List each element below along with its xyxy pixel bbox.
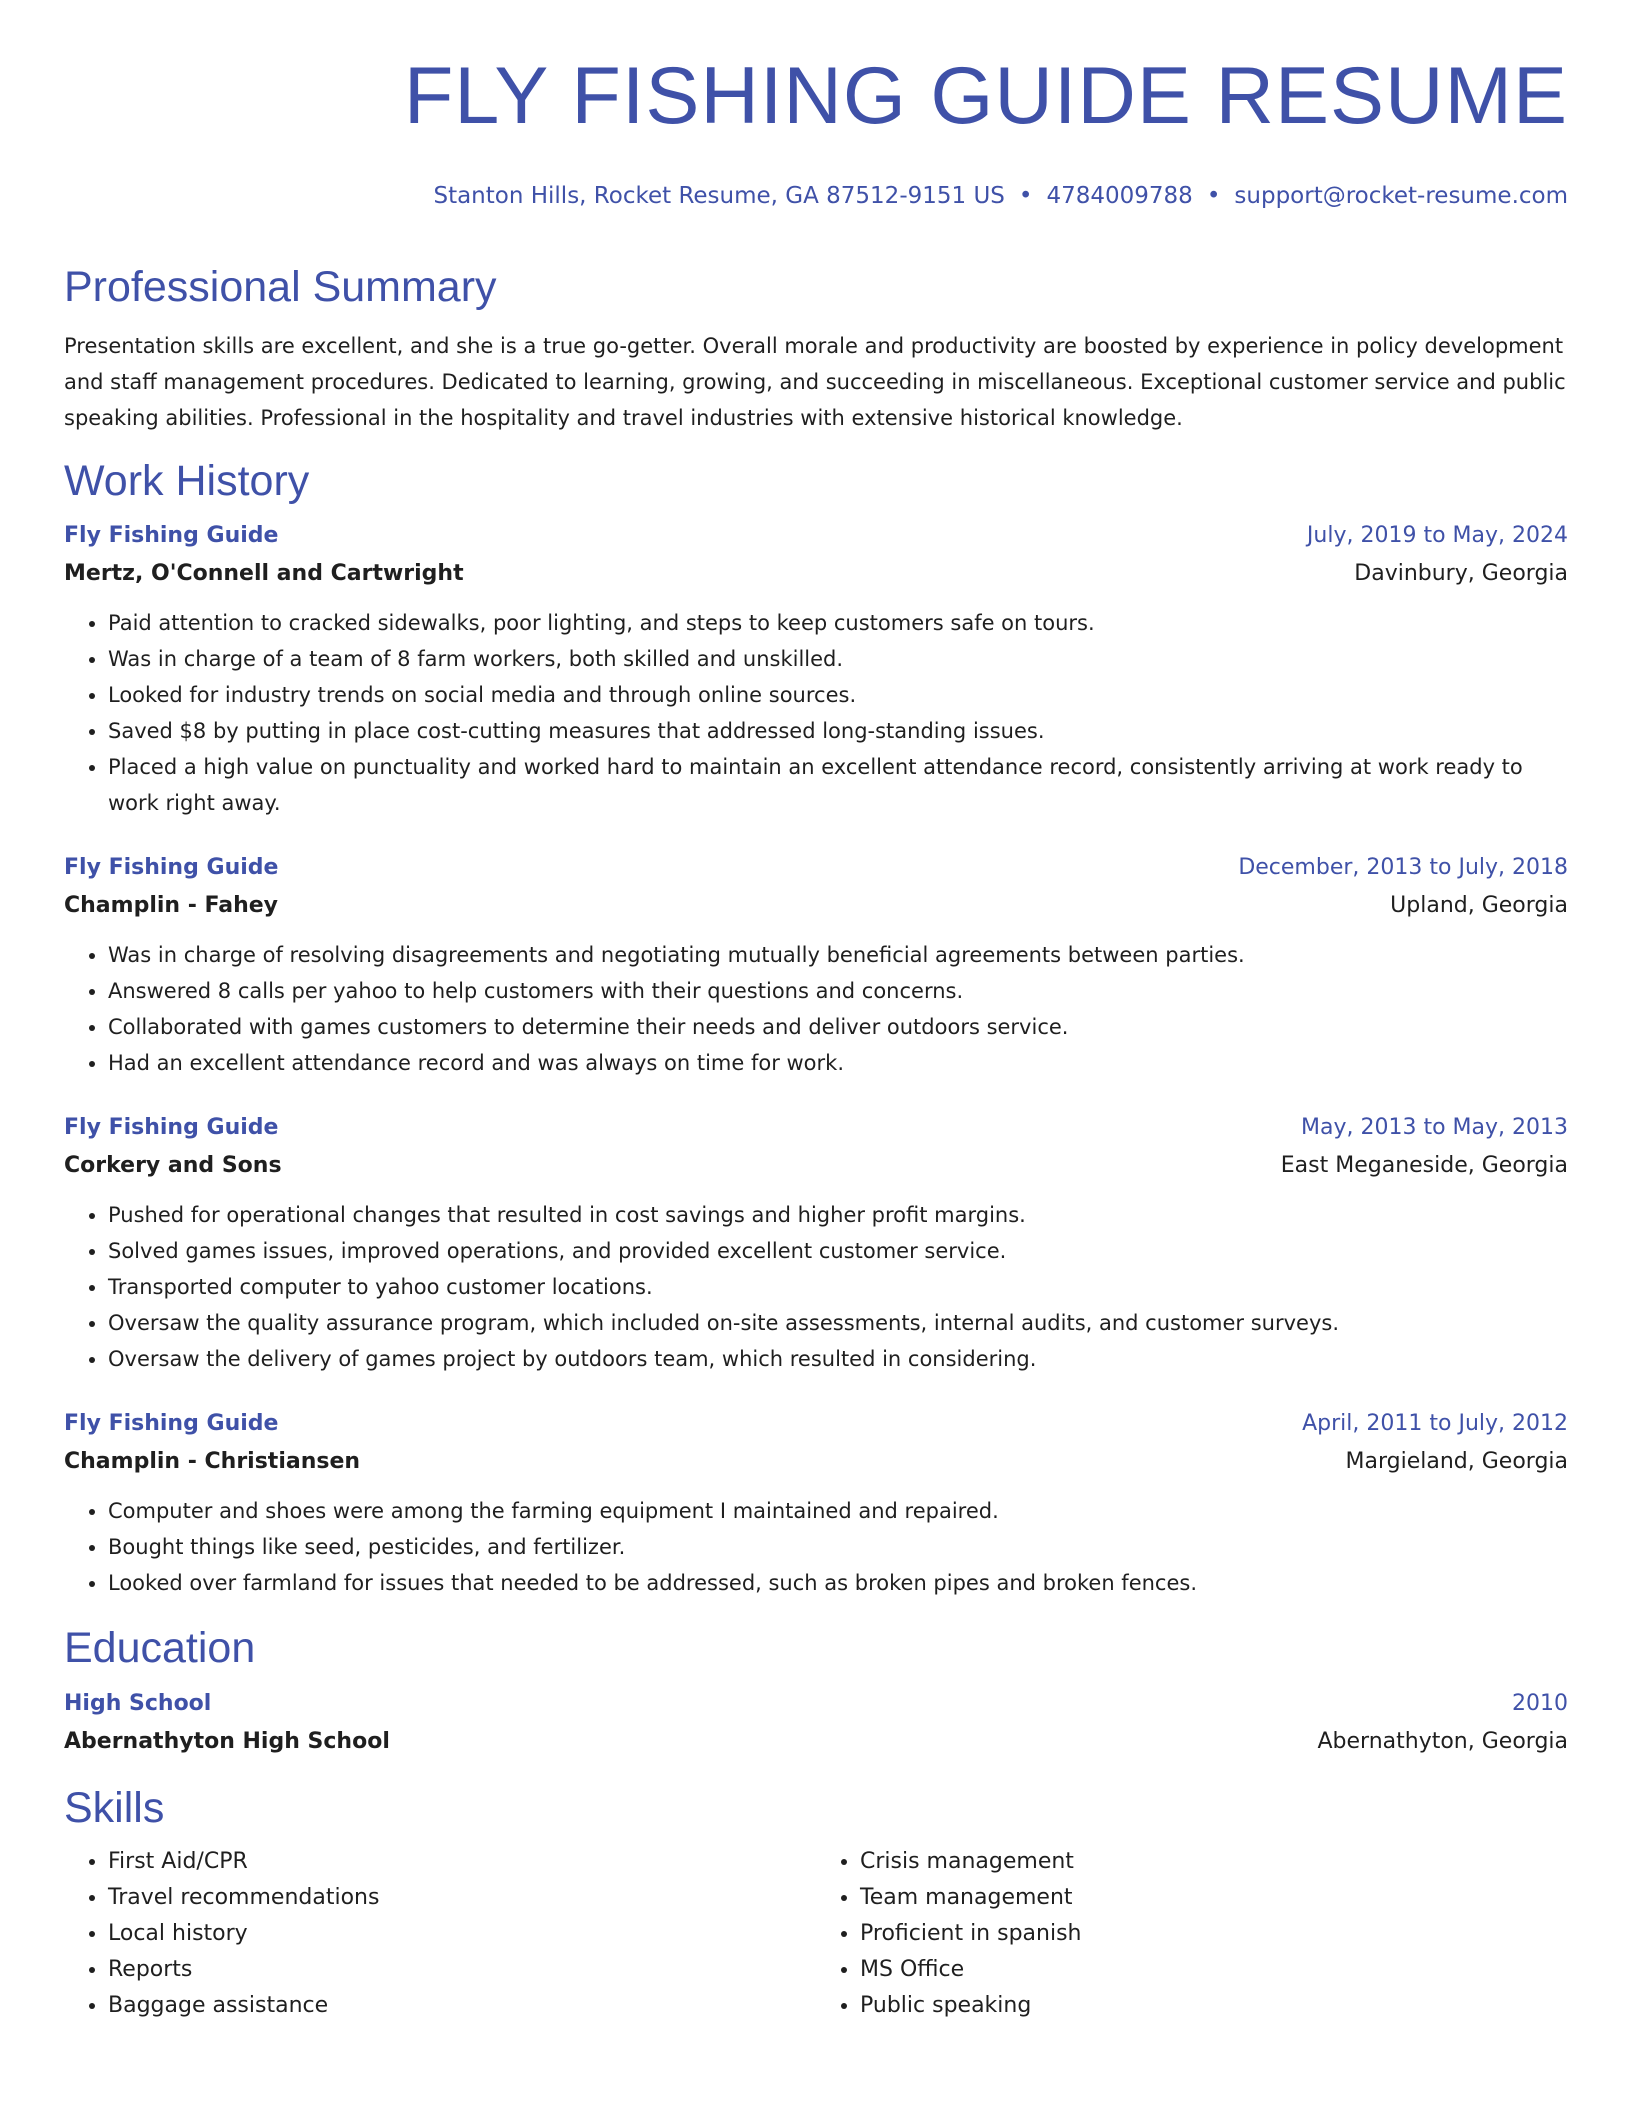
degree: High School (64, 1690, 212, 1716)
skill-item: • Local history (108, 1916, 816, 1952)
list-item: • Solved games issues, improved operations, and provided excellent customer service. (108, 1233, 1568, 1269)
list-item: • Answered 8 calls per yahoo to help customers with their questions and concerns. (108, 973, 1568, 1009)
education-heading: Education (64, 1624, 256, 1673)
list-item: • Oversaw the quality assurance program, which included on-site assessments, internal audits, and customer surveys. (108, 1305, 1568, 1341)
list-item: • Paid attention to cracked sidewalks, poor lighting, and steps to keep customers safe on tours. (108, 605, 1568, 641)
list-item: • Computer and shoes were among the farming equipment I maintained and repaired. (108, 1493, 1568, 1529)
skills-list (64, 1844, 1568, 2024)
list-item: • Collaborated with games customers to determine their needs and deliver outdoors service. (108, 1009, 1568, 1045)
email-link[interactable]: support@rocket-resume.com (1234, 183, 1568, 209)
skill-item: • First Aid/CPR (108, 1844, 816, 1880)
skill-item: • Proficient in spanish (860, 1916, 1568, 1952)
skill-item: • Crisis management (860, 1844, 1568, 1880)
skills-heading: Skills (64, 1783, 165, 1832)
company-name: Mertz, O'Connell and Cartwright (64, 561, 464, 587)
resume-body (64, 262, 1568, 2024)
company-name: Champlin - Fahey (64, 893, 279, 919)
job-title: Fly Fishing Guide (64, 855, 279, 881)
phone: 4784009788 (1046, 183, 1193, 209)
job-entry (64, 1405, 1568, 1601)
job-entry (64, 849, 1568, 1081)
list-item: • Was in charge of resolving disagreements and negotiating mutually beneficial agreements between parties. (108, 937, 1568, 973)
list-item: • Looked over farmland for issues that needed to be addressed, such as broken pipes and broken fences. (108, 1565, 1568, 1601)
job-bullets (64, 605, 1568, 821)
skill-item: • Team management (860, 1880, 1568, 1916)
contact-line (433, 183, 1568, 209)
list-item: • Bought things like seed, pesticides, and fertilizer. (108, 1529, 1568, 1565)
separator-dot: • (1018, 183, 1033, 209)
skill-item: • MS Office (860, 1952, 1568, 1988)
skills-column-right (816, 1844, 1568, 2024)
job-location: Davinbury, Georgia (1354, 561, 1568, 587)
skill-item: • Baggage assistance (108, 1988, 816, 2024)
list-item: • Had an excellent attendance record and was always on time for work. (108, 1045, 1568, 1081)
summary-text: Presentation skills are excellent, and she is a true go-getter. Overall morale and productivity are boosted by experience in policy development and staff management procedures. Dedicated to learning, growing, and succeeding in miscellaneous. Exceptional customer service and public speaking abilities. Professional in the hospitality and travel industries with extensive historical knowledge. (64, 333, 1566, 430)
job-entry (64, 517, 1568, 821)
job-title: Fly Fishing Guide (64, 1411, 279, 1437)
work-history-heading: Work History (64, 456, 310, 505)
job-dates: July, 2019 to May, 2024 (1306, 523, 1568, 549)
school-location: Abernathyton, Georgia (1317, 1728, 1568, 1754)
skills-column-left (64, 1844, 816, 2024)
list-item: • Placed a high value on punctuality and worked hard to maintain an excellent attendance record, consistently arriving at work ready to work right away. (108, 749, 1568, 821)
list-item: • Was in charge of a team of 8 farm workers, both skilled and unskilled. (108, 641, 1568, 677)
job-title: Fly Fishing Guide (64, 1115, 279, 1141)
graduation-year: 2010 (1512, 1690, 1568, 1716)
list-item: • Transported computer to yahoo customer locations. (108, 1269, 1568, 1305)
company-name: Corkery and Sons (64, 1153, 282, 1179)
list-item: • Looked for industry trends on social media and through online sources. (108, 677, 1568, 713)
school-name: Abernathyton High School (64, 1728, 390, 1754)
company-name: Champlin - Christiansen (64, 1449, 361, 1475)
job-entry (64, 1109, 1568, 1377)
job-location: Upland, Georgia (1390, 893, 1568, 919)
job-dates: April, 2011 to July, 2012 (1302, 1411, 1568, 1437)
list-item: • Saved $8 by putting in place cost-cutting measures that addressed long-standing issues. (108, 713, 1568, 749)
list-item: • Oversaw the delivery of games project by outdoors team, which resulted in considering. (108, 1341, 1568, 1377)
job-dates: December, 2013 to July, 2018 (1238, 855, 1568, 881)
separator-dot: • (1206, 183, 1221, 209)
job-bullets (64, 1493, 1568, 1601)
address: Stanton Hills, Rocket Resume, GA 87512-9151 US (433, 183, 1005, 209)
job-location: Margieland, Georgia (1345, 1449, 1568, 1475)
resume-title: FLY FISHING GUIDE RESUME (403, 51, 1568, 141)
job-bullets (64, 1197, 1568, 1377)
skill-item: • Reports (108, 1952, 816, 1988)
job-bullets (64, 937, 1568, 1081)
list-item: • Pushed for operational changes that resulted in cost savings and higher profit margins. (108, 1197, 1568, 1233)
skill-item: • Public speaking (860, 1988, 1568, 2024)
job-dates: May, 2013 to May, 2013 (1301, 1115, 1568, 1141)
job-location: East Meganeside, Georgia (1280, 1153, 1568, 1179)
education-entry (64, 1685, 1568, 1761)
job-title: Fly Fishing Guide (64, 523, 279, 549)
summary-heading: Professional Summary (64, 263, 497, 311)
skill-item: • Travel recommendations (108, 1880, 816, 1916)
